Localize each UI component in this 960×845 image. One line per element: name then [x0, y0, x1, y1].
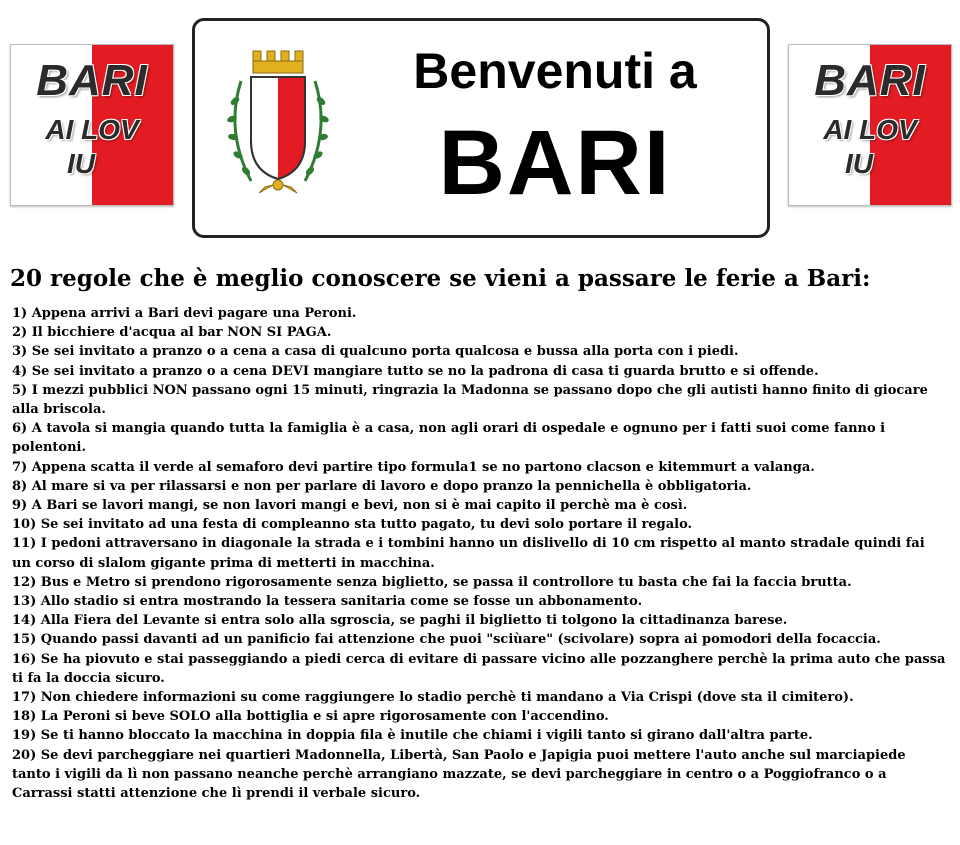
rule-item: 13) Allo stadio si entra mostrando la tessera sanitaria come se fosse un abbonamento. [12, 594, 643, 610]
rule-item: 3) Se sei invitato a pranzo o a cena a casa di qualcuno porta qualcosa e bussa alla porta con i piedi. [12, 344, 739, 360]
logo-line-2: AI LOV [45, 114, 139, 145]
rule-item: 1) Appena arrivi a Bari devi pagare una Peroni. [12, 306, 357, 321]
rule-item: 15) Quando passi davanti ad un panificio fai attenzione che puoi "sciùare" (scivolare) sopra ai pomodori della focaccia. [12, 632, 881, 648]
bari-ai-lov-iu-logo-right [788, 44, 952, 206]
rule-item: 14) Alla Fiera del Levante si entra solo alla sgroscia, se paghi il biglietto ti tolgono la cittadinanza barese. [12, 613, 788, 629]
rule-item: 19) Se ti hanno bloccato la macchina in doppia fila è inutile che chiami i vigili tanto si girano dall'altra parte. [12, 728, 813, 744]
logo-line-2: AI LOV [823, 114, 917, 145]
welcome-line-1: Benvenuti a [413, 43, 697, 99]
rule-item: 2) Il bicchiere d'acqua al bar NON SI PAGA. [12, 325, 332, 341]
rule-item: 10) Se sei invitato ad una festa di compleanno sta tutto pagato, tu devi solo portare il regalo. [12, 517, 693, 533]
logo-line-1: BARI [814, 56, 926, 105]
welcome-line-2: BARI [438, 112, 672, 214]
rules-list [12, 304, 947, 803]
logo-line-3: IU [67, 148, 95, 179]
rule-item: 17) Non chiedere informazioni su come raggiungere lo stadio perchè ti mandano a Via Crispi (dove sta il cimitero). [12, 690, 854, 706]
rule-item: 4) Se sei invitato a pranzo o a cena DEVI mangiare tutto se no la padrona di casa ti guarda brutto e si offende. [12, 363, 819, 379]
rule-item: 7) Appena scatta il verde al semaforo devi partire tipo formula1 se no partono clacson e kitemmurt a valanga. [12, 459, 815, 475]
logo-line-1: BARI [36, 56, 148, 105]
rule-item: 9) A Bari se lavori mangi, se non lavori mangi e bevi, non si è mai capito il perchè ma è così. [12, 498, 688, 514]
rule-item: 6) A tavola si mangia quando tutta la famiglia è a casa, non agli orari di ospedale e ognuno per i fatti suoi come fanno i polentoni. [12, 421, 886, 456]
rule-item: 11) I pedoni attraversano in diagonale la strada e i tombini hanno un dislivello di 10 cm rispetto al manto stradale quindi fai un corso di slalom gigante prima di metterti in macchina. [12, 536, 925, 571]
rule-item: 5) I mezzi pubblici NON passano ogni 15 minuti, ringrazia la Madonna se passano dopo che gli autisti hanno finito di giocare alla briscola. [12, 382, 928, 418]
rule-item: 16) Se ha piovuto e stai passeggiando a piedi cerca di evitare di passare vicino alle pozzanghere perchè la prima auto che passa ti fa la doccia sicuro. [12, 651, 946, 686]
logo-line-3: IU [845, 148, 873, 179]
welcome-sign [192, 18, 770, 238]
rule-item: 8) Al mare si va per rilassarsi e non per parlare di lavoro e dopo pranzo la pennichella è obbligatoria. [12, 478, 752, 494]
rules-headline: 20 regole che è meglio conoscere se vieni a passare le ferie a Bari: [10, 265, 871, 292]
rule-item: 18) La Peroni si beve SOLO alla bottiglia e si apre rigorosamente con l'accendino. [12, 709, 609, 725]
rule-item: 20) Se devi parcheggiare nei quartieri Madonnella, Libertà, San Paolo e Japigia puoi mettere l'auto anche sul marciapiede tanto i vigili da lì non passano neanche perchè arrangiano mazzate, se devi parcheggiare in centro o a Poggiofranco o a Carrassi statti attenzione che lì prendi il verbale sicuro. [12, 747, 906, 802]
bari-crest-icon [223, 41, 333, 201]
rule-item: 12) Bus e Metro si prendono rigorosamente senza biglietto, se passa il controllore tu basta che fai la faccia brutta. [12, 574, 852, 590]
bari-ai-lov-iu-logo-left [10, 44, 174, 206]
